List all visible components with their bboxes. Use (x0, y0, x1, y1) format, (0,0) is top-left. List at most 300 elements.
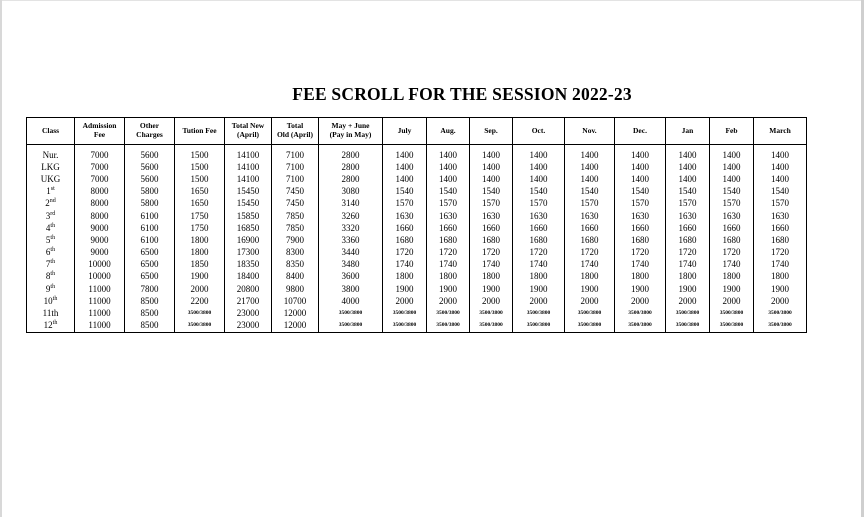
fee-cell: 8300 (272, 247, 319, 259)
fee-cell: 1400 (710, 149, 754, 161)
fee-cell: 6500 (125, 247, 175, 259)
column-header (710, 118, 754, 145)
fee-cell: 12000 (272, 307, 319, 319)
fee-cell: 2000 (513, 295, 565, 307)
fee-cell: 1680 (383, 234, 427, 246)
fee-cell: 1900 (383, 283, 427, 295)
fee-cell: 3360 (319, 234, 383, 246)
fee-cell: 8500 (125, 295, 175, 307)
fee-cell: 1630 (565, 210, 615, 222)
fee-cell: 3440 (319, 247, 383, 259)
fee-cell: 1570 (615, 198, 666, 210)
class-label: 7 (45, 259, 51, 270)
fee-cell: 1740 (513, 259, 565, 271)
column-header-text: Feb (725, 125, 738, 135)
fee-cell: 1400 (565, 173, 615, 185)
column-header-text: July (397, 125, 412, 135)
column-header-text: Admission (82, 121, 117, 131)
fee-cell: 7100 (272, 173, 319, 185)
fee-cell: 1750 (175, 222, 225, 234)
fee-cell: 1740 (754, 259, 807, 271)
fee-cell: 1900 (470, 283, 513, 295)
page-edge-left (0, 0, 2, 517)
fee-cell: 1750 (175, 210, 225, 222)
class-cell (27, 149, 75, 161)
fee-cell: 1680 (666, 234, 710, 246)
fee-cell: 6100 (125, 234, 175, 246)
column-header (125, 118, 175, 145)
fee-cell: 1570 (383, 198, 427, 210)
fee-cell: 1740 (565, 259, 615, 271)
fee-cell: 1800 (710, 271, 754, 283)
column-header-text: Class (41, 125, 60, 135)
fee-cell: 3500/3800 (565, 307, 615, 319)
table-row (27, 210, 807, 222)
fee-cell: 1630 (427, 210, 470, 222)
class-cell (27, 247, 75, 259)
column-header-text: Fee (93, 130, 106, 139)
class-cell (27, 320, 75, 333)
fee-cell: 10000 (75, 259, 125, 271)
fee-cell: 11000 (75, 320, 125, 333)
class-label: 12 (43, 320, 53, 331)
fee-cell: 3500/3800 (710, 307, 754, 319)
column-header-text: Nov. (582, 125, 597, 135)
fee-cell: 1680 (470, 234, 513, 246)
fee-cell: 1900 (427, 283, 470, 295)
fee-cell: 1570 (754, 198, 807, 210)
class-label: 1 (46, 186, 51, 197)
fee-cell: 1540 (383, 186, 427, 198)
fee-cell: 3500/3800 (513, 320, 565, 333)
fee-cell: 11000 (75, 283, 125, 295)
fee-cell: 7850 (272, 210, 319, 222)
table-row (27, 186, 807, 198)
column-header (175, 118, 225, 145)
fee-cell: 1400 (666, 173, 710, 185)
class-suffix: th (50, 222, 56, 229)
column-header (75, 118, 125, 145)
fee-cell: 3500/3800 (666, 307, 710, 319)
fee-cell: 3480 (319, 259, 383, 271)
fee-cell: 6100 (125, 222, 175, 234)
fee-cell: 1570 (427, 198, 470, 210)
fee-cell: 5800 (125, 186, 175, 198)
fee-cell: 5800 (125, 198, 175, 210)
fee-cell: 1680 (427, 234, 470, 246)
fee-cell: 23000 (225, 320, 272, 333)
fee-cell: 7450 (272, 198, 319, 210)
column-header (565, 118, 615, 145)
fee-table (26, 117, 807, 333)
class-cell (27, 307, 75, 319)
fee-cell: 1740 (710, 259, 754, 271)
fee-cell: 1900 (175, 271, 225, 283)
column-header (272, 118, 319, 145)
fee-cell: 1630 (615, 210, 666, 222)
fee-cell: 2800 (319, 161, 383, 173)
fee-cell: 1900 (710, 283, 754, 295)
fee-cell: 1800 (666, 271, 710, 283)
fee-cell: 3500/3800 (565, 320, 615, 333)
column-header-text: (April) (236, 130, 260, 139)
fee-cell: 3140 (319, 198, 383, 210)
fee-cell: 1400 (754, 149, 807, 161)
fee-cell: 8500 (125, 320, 175, 333)
column-header (513, 118, 565, 145)
column-header-text: Aug. (440, 125, 456, 135)
column-header (666, 118, 710, 145)
fee-cell: 1540 (666, 186, 710, 198)
column-header (383, 118, 427, 145)
class-label: 11th (42, 308, 59, 319)
fee-cell: 7450 (272, 186, 319, 198)
fee-cell: 2800 (319, 173, 383, 185)
fee-cell: 1900 (666, 283, 710, 295)
fee-cell: 18400 (225, 271, 272, 283)
fee-cell: 1400 (754, 173, 807, 185)
fee-cell: 1400 (383, 149, 427, 161)
fee-cell: 1540 (513, 186, 565, 198)
fee-cell: 1570 (513, 198, 565, 210)
fee-cell: 1720 (666, 247, 710, 259)
table-row (27, 173, 807, 185)
fee-cell: 1540 (615, 186, 666, 198)
fee-cell: 7100 (272, 149, 319, 161)
fee-cell: 1720 (615, 247, 666, 259)
fee-cell: 2000 (383, 295, 427, 307)
class-label: Nur. (42, 149, 59, 160)
fee-cell: 1680 (513, 234, 565, 246)
fee-cell: 3800 (319, 283, 383, 295)
class-suffix: th (52, 295, 58, 302)
fee-cell: 1660 (666, 222, 710, 234)
fee-cell: 15850 (225, 210, 272, 222)
fee-cell: 1630 (470, 210, 513, 222)
class-label: 3 (45, 210, 51, 221)
fee-cell: 7000 (75, 161, 125, 173)
fee-cell: 1900 (754, 283, 807, 295)
column-header (427, 118, 470, 145)
fee-cell: 1400 (383, 161, 427, 173)
fee-cell: 2000 (754, 295, 807, 307)
page-title: FEE SCROLL FOR THE SESSION 2022-23 (292, 84, 632, 104)
column-header (470, 118, 513, 145)
fee-cell: 7800 (125, 283, 175, 295)
fee-cell: 1800 (427, 271, 470, 283)
fee-cell: 1900 (565, 283, 615, 295)
fee-cell: 1570 (565, 198, 615, 210)
fee-cell: 1680 (710, 234, 754, 246)
fee-cell: 1400 (565, 149, 615, 161)
fee-cell: 1400 (427, 173, 470, 185)
fee-cell: 1400 (710, 161, 754, 173)
fee-cell: 2000 (666, 295, 710, 307)
fee-cell: 1800 (615, 271, 666, 283)
fee-cell: 1660 (383, 222, 427, 234)
fee-cell: 9000 (75, 247, 125, 259)
fee-cell: 2000 (565, 295, 615, 307)
column-header-text: March (769, 125, 791, 135)
fee-cell: 8000 (75, 210, 125, 222)
column-header-text: Old (April) (276, 130, 314, 139)
fee-cell: 1400 (513, 173, 565, 185)
fee-cell: 1680 (754, 234, 807, 246)
fee-cell: 14100 (225, 161, 272, 173)
fee-cell: 1400 (666, 161, 710, 173)
fee-cell: 3500/3800 (319, 307, 383, 319)
class-label: UKG (40, 173, 61, 184)
class-cell (27, 295, 75, 307)
class-label: 8 (45, 271, 51, 282)
class-suffix: th (50, 283, 56, 290)
fee-cell: 3600 (319, 271, 383, 283)
fee-cell: 20800 (225, 283, 272, 295)
fee-cell: 1720 (513, 247, 565, 259)
fee-cell: 1850 (175, 259, 225, 271)
fee-cell: 1720 (754, 247, 807, 259)
table-row (27, 295, 807, 307)
fee-cell: 3260 (319, 210, 383, 222)
fee-cell: 1500 (175, 149, 225, 161)
fee-cell: 1800 (565, 271, 615, 283)
fee-cell: 8000 (75, 198, 125, 210)
class-cell (27, 210, 75, 222)
column-header-text: Oct. (531, 125, 546, 135)
fee-cell: 1570 (710, 198, 754, 210)
column-header-text: Sep. (484, 125, 498, 135)
fee-cell: 16900 (225, 234, 272, 246)
fee-cell: 1800 (175, 234, 225, 246)
column-header (754, 118, 807, 145)
class-cell (27, 271, 75, 283)
fee-cell: 5600 (125, 149, 175, 161)
page-edge-top (0, 0, 864, 1)
fee-cell: 1400 (470, 161, 513, 173)
fee-cell: 3500/3800 (710, 320, 754, 333)
fee-cell: 1400 (470, 173, 513, 185)
fee-cell: 1650 (175, 186, 225, 198)
fee-cell: 1400 (666, 149, 710, 161)
fee-cell: 3500/3800 (754, 320, 807, 333)
column-header-text: Total New (231, 121, 265, 131)
class-label: 2 (45, 198, 50, 209)
fee-cell: 1400 (383, 173, 427, 185)
fee-cell: 1900 (513, 283, 565, 295)
fee-cell: 2000 (175, 283, 225, 295)
fee-cell: 1740 (615, 259, 666, 271)
fee-cell: 1660 (565, 222, 615, 234)
column-header-text: Tution Fee (182, 125, 217, 135)
class-cell (27, 161, 75, 173)
class-suffix: th (50, 247, 56, 254)
fee-cell: 1660 (754, 222, 807, 234)
fee-cell: 2000 (427, 295, 470, 307)
fee-cell: 12000 (272, 320, 319, 333)
class-label: 10 (43, 295, 53, 306)
fee-cell: 1800 (470, 271, 513, 283)
class-suffix: rd (50, 210, 56, 217)
fee-cell: 1720 (427, 247, 470, 259)
fee-cell: 7000 (75, 149, 125, 161)
fee-cell: 6500 (125, 271, 175, 283)
fee-cell: 3500/3800 (513, 307, 565, 319)
fee-cell: 1800 (513, 271, 565, 283)
fee-cell: 1570 (470, 198, 513, 210)
fee-cell: 1400 (754, 161, 807, 173)
table-row (27, 222, 807, 234)
column-header-text: Total (286, 121, 304, 131)
fee-cell: 1740 (383, 259, 427, 271)
fee-cell: 1800 (383, 271, 427, 283)
fee-cell: 1720 (383, 247, 427, 259)
fee-cell: 1540 (470, 186, 513, 198)
fee-cell: 1540 (427, 186, 470, 198)
fee-cell: 1570 (666, 198, 710, 210)
table-row (27, 198, 807, 210)
table-row (27, 149, 807, 161)
class-label: 6 (45, 247, 51, 258)
fee-cell: 1680 (565, 234, 615, 246)
fee-cell: 1400 (615, 149, 666, 161)
fee-cell: 10000 (75, 271, 125, 283)
fee-cell: 9000 (75, 222, 125, 234)
fee-cell: 3500/3800 (615, 320, 666, 333)
column-header-text: May + June (331, 121, 370, 131)
fee-cell: 14100 (225, 173, 272, 185)
column-header-text: (Pay in May) (329, 130, 372, 139)
column-header-text: Dec. (633, 125, 647, 135)
fee-cell: 2800 (319, 149, 383, 161)
class-suffix: th (50, 271, 56, 278)
fee-cell: 1400 (513, 149, 565, 161)
fee-cell: 1660 (427, 222, 470, 234)
fee-cell: 1500 (175, 173, 225, 185)
column-header (225, 118, 272, 145)
class-label: LKG (41, 161, 60, 172)
class-cell (27, 186, 75, 198)
table-row (27, 234, 807, 246)
class-suffix: st (50, 186, 55, 193)
fee-cell: 5600 (125, 161, 175, 173)
table-header-row (27, 118, 807, 145)
fee-cell: 1720 (565, 247, 615, 259)
fee-cell: 14100 (225, 149, 272, 161)
fee-cell: 3500/3800 (470, 320, 513, 333)
fee-cell: 23000 (225, 307, 272, 319)
fee-cell: 1900 (615, 283, 666, 295)
class-cell (27, 283, 75, 295)
fee-cell: 1680 (615, 234, 666, 246)
fee-cell: 16850 (225, 222, 272, 234)
fee-cell: 1400 (710, 173, 754, 185)
fee-cell: 1400 (615, 173, 666, 185)
fee-cell: 8500 (125, 307, 175, 319)
fee-cell: 3320 (319, 222, 383, 234)
fee-cell: 3500/3800 (383, 307, 427, 319)
class-label: 5 (45, 234, 51, 245)
fee-cell: 3500/3800 (615, 307, 666, 319)
fee-cell: 1540 (565, 186, 615, 198)
fee-cell: 3500/3800 (427, 320, 470, 333)
fee-cell: 8350 (272, 259, 319, 271)
fee-cell: 1400 (615, 161, 666, 173)
fee-cell: 3500/3800 (754, 307, 807, 319)
class-suffix: th (52, 320, 58, 327)
fee-cell: 7100 (272, 161, 319, 173)
fee-cell: 1400 (565, 161, 615, 173)
fee-cell: 17300 (225, 247, 272, 259)
fee-cell: 11000 (75, 295, 125, 307)
table-row (27, 161, 807, 173)
fee-cell: 3080 (319, 186, 383, 198)
fee-cell: 1630 (754, 210, 807, 222)
fee-cell: 1400 (470, 149, 513, 161)
fee-cell: 21700 (225, 295, 272, 307)
fee-cell: 1720 (710, 247, 754, 259)
class-cell (27, 222, 75, 234)
fee-cell: 1740 (470, 259, 513, 271)
fee-cell: 6100 (125, 210, 175, 222)
table-row (27, 271, 807, 283)
fee-cell: 18350 (225, 259, 272, 271)
fee-cell: 3500/3800 (175, 320, 225, 333)
fee-cell: 8400 (272, 271, 319, 283)
fee-cell: 15450 (225, 186, 272, 198)
fee-cell: 1400 (427, 149, 470, 161)
table-row (27, 320, 807, 333)
fee-cell: 1540 (754, 186, 807, 198)
fee-cell: 2000 (470, 295, 513, 307)
fee-cell: 1800 (175, 247, 225, 259)
fee-cell: 6500 (125, 259, 175, 271)
fee-cell: 3500/3800 (319, 320, 383, 333)
fee-cell: 2200 (175, 295, 225, 307)
fee-cell: 1720 (470, 247, 513, 259)
fee-cell: 1650 (175, 198, 225, 210)
fee-cell: 3500/3800 (666, 320, 710, 333)
fee-cell: 2000 (710, 295, 754, 307)
fee-cell: 1660 (710, 222, 754, 234)
fee-cell: 1540 (710, 186, 754, 198)
column-header (615, 118, 666, 145)
fee-cell: 11000 (75, 307, 125, 319)
fee-cell: 1500 (175, 161, 225, 173)
table-row (27, 259, 807, 271)
fee-cell: 5600 (125, 173, 175, 185)
fee-cell: 15450 (225, 198, 272, 210)
class-label: 9 (45, 283, 51, 294)
class-suffix: th (50, 234, 56, 241)
fee-cell: 2000 (615, 295, 666, 307)
fee-cell: 1660 (615, 222, 666, 234)
fee-cell: 1740 (666, 259, 710, 271)
fee-cell: 3500/3800 (470, 307, 513, 319)
column-header-text: Jan (681, 125, 694, 135)
fee-cell: 4000 (319, 295, 383, 307)
class-label: 4 (45, 222, 51, 233)
fee-cell: 7000 (75, 173, 125, 185)
class-cell (27, 259, 75, 271)
fee-cell: 1660 (513, 222, 565, 234)
table-row (27, 307, 807, 319)
class-suffix: nd (49, 198, 56, 205)
fee-cell: 1630 (710, 210, 754, 222)
class-cell (27, 173, 75, 185)
column-header (27, 118, 75, 145)
class-cell (27, 198, 75, 210)
fee-cell: 8000 (75, 186, 125, 198)
